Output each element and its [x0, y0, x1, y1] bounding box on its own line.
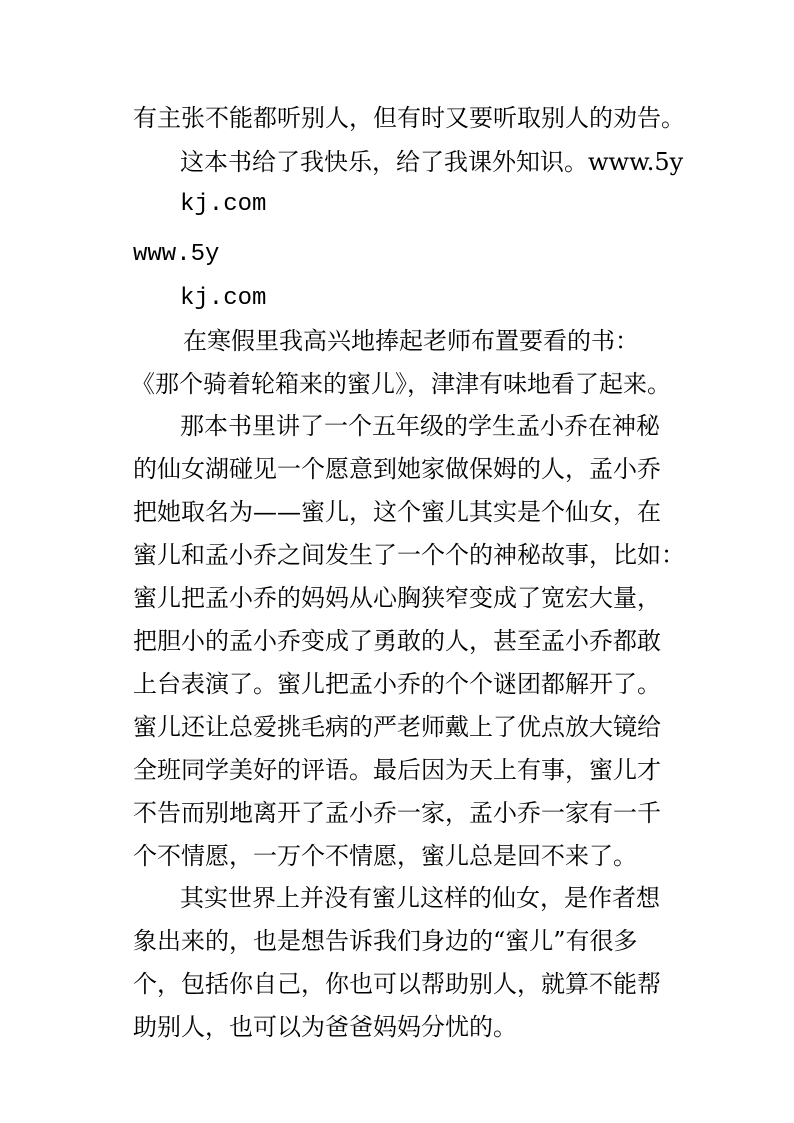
text-line-1: 有主张不能都听别人，但有时又要听取别人的劝告。 — [133, 104, 685, 132]
text-line-5: kj.com — [180, 285, 267, 312]
text-line-15: 蜜儿还让总爱挑毛病的严老师戴上了优点放大镜给 — [133, 713, 661, 741]
text-line-4: www.5y — [133, 241, 220, 268]
text-line-13: 把胆小的孟小乔变成了勇敢的人，甚至孟小乔都敢 — [133, 627, 661, 655]
text-line-21: 个，包括你自己，你也可以帮助别人，就算不能帮 — [133, 970, 661, 998]
text-line-22: 助别人，也可以为爸爸妈妈分忧的。 — [133, 1013, 517, 1041]
text-line-18: 个不情愿，一万个不情愿，蜜儿总是回不来了。 — [133, 842, 637, 870]
text-line-9: 的仙女湖碰见一个愿意到她家做保姆的人，孟小乔 — [133, 455, 661, 483]
text-line-14: 上台表演了。蜜儿把孟小乔的个个谜团都解开了。 — [133, 670, 661, 698]
text-line-19: 其实世界上并没有蜜儿这样的仙女，是作者想 — [180, 884, 660, 912]
text-line-7: 《那个骑着轮箱来的蜜儿》，津津有味地看了起来。 — [131, 370, 671, 398]
text-line-10: 把她取名为——蜜儿，这个蜜儿其实是个仙女，在 — [133, 498, 661, 526]
text-line-11: 蜜儿和孟小乔之间发生了一个个的神秘故事，比如： — [133, 541, 685, 569]
text-line-2: 这本书给了我快乐，给了我课外知识。www.5y — [180, 148, 684, 176]
text-line-3: kj.com — [180, 191, 267, 218]
text-line-20: 象出来的，也是想告诉我们身边的“蜜儿”有很多 — [133, 927, 638, 955]
text-line-8: 那本书里讲了一个五年级的学生孟小乔在神秘 — [180, 412, 660, 440]
text-line-12: 蜜儿把孟小乔的妈妈从心胸狭窄变成了宽宏大量， — [133, 584, 661, 612]
text-line-17: 不告而别地离开了孟小乔一家，孟小乔一家有一千 — [133, 799, 661, 827]
text-line-6: 在寒假里我高兴地捧起老师布置要看的书： — [183, 327, 639, 355]
text-line-16: 全班同学美好的评语。最后因为天上有事，蜜儿才 — [133, 756, 661, 784]
